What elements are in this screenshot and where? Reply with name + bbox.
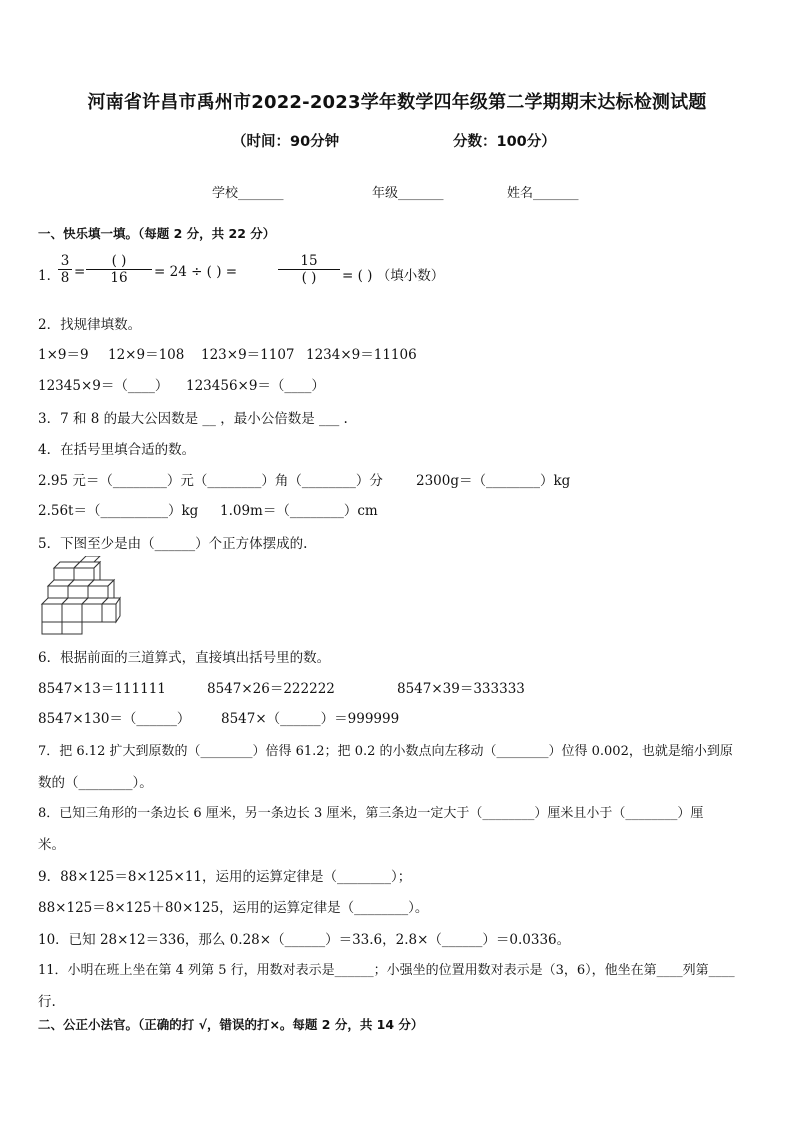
- q1-middle: = 24 ÷ ( ) =: [154, 264, 238, 280]
- q9-line-2: 88×125＝8×125＋80×125，运用的运算定律是（________）。: [38, 900, 429, 916]
- q4-row2-a: 2.56t＝（__________）kg: [38, 503, 199, 519]
- q1-tail: = ( ) （填小数）: [342, 268, 445, 284]
- q1-frac2-numerator: ( ): [111, 253, 127, 269]
- q8-line-2: 米。: [38, 837, 65, 853]
- name-field: 姓名_______: [507, 186, 579, 201]
- q2-text: 2．找规律填数。: [38, 317, 142, 333]
- q9-line-1: 9．88×125＝8×125×11，运用的运算定律是（________）；: [38, 869, 412, 885]
- q4-row1-b: 2300g＝（________）kg: [416, 473, 571, 489]
- page-title: 河南省许昌市禹州市2022-2023学年数学四年级第二学期期末达标检测试题: [87, 92, 707, 113]
- q6-eq-3: 8547×39＝333333: [397, 681, 525, 697]
- q1-equals: =: [74, 264, 86, 280]
- q1-fraction-3: [278, 253, 340, 286]
- q10-text: 10．已知 28×12＝336，那么 0.28×（______）＝33.6，2.8×（______）＝0.0336。: [38, 932, 571, 948]
- school-field: 学校_______: [212, 186, 284, 201]
- q4-row2-b: 1.09m＝（________）cm: [220, 503, 378, 519]
- exam-time: （时间：90分钟: [232, 134, 340, 150]
- q1-frac3-denominator: ( ): [278, 269, 340, 286]
- q2-eq-5: 12345×9＝（____）: [38, 378, 169, 394]
- q2-eq-3: 123×9＝1107: [201, 347, 295, 363]
- section-1-title: 一、快乐填一填。（每题 2 分，共 22 分）: [38, 226, 276, 241]
- q4-text: 4．在括号里填合适的数。: [38, 442, 196, 458]
- q1-frac1-denominator: 8: [58, 269, 72, 286]
- q3-text: 3．7 和 8 的最大公因数是 __ ，最小公倍数是 ___ .: [38, 411, 348, 427]
- q1-number: 1．: [38, 268, 61, 284]
- q7-line-2: 数的（________）。: [38, 775, 153, 791]
- grade-field: 年级_______: [372, 186, 444, 201]
- q6-eq-4: 8547×130＝（______）: [38, 711, 191, 727]
- q2-eq-1: 1×9＝9: [38, 347, 89, 363]
- q6-eq-5: 8547×（______）＝999999: [221, 711, 400, 727]
- q2-eq-2: 12×9＝108: [108, 347, 185, 363]
- q1-frac3-numerator: 15: [300, 253, 318, 269]
- q5-text: 5．下图至少是由（______）个正方体摆成的.: [38, 536, 308, 552]
- section-2-title: 二、公正小法官。（正确的打 √，错误的打×。每题 2 分，共 14 分）: [38, 1017, 424, 1032]
- q1-fraction-1: [58, 253, 72, 286]
- q1-frac1-numerator: 3: [60, 253, 70, 269]
- q6-text: 6．根据前面的三道算式，直接填出括号里的数。: [38, 650, 331, 666]
- q2-eq-4: 1234×9＝11106: [306, 347, 417, 363]
- exam-score: 分数：100分）: [453, 134, 556, 150]
- q11-line-2: 行.: [38, 994, 56, 1010]
- q1-frac2-denominator: 16: [86, 269, 152, 286]
- q6-eq-2: 8547×26＝222222: [207, 681, 335, 697]
- q7-line-1: 7．把 6.12 扩大到原数的（________）倍得 61.2；把 0.2 的小数点向左移动（________）位得 0.002，也就是缩小到原: [38, 744, 733, 759]
- q4-row1-a: 2.95 元＝（________）元（________）角（________）分: [38, 473, 383, 489]
- q6-eq-1: 8547×13＝111111: [38, 681, 166, 697]
- q11-line-1: 11．小明在班上坐在第 4 列第 5 行，用数对表示是______；小强坐的位置用数对表示是（3，6），他坐在第____列第____: [38, 963, 735, 978]
- cube-stack-figure: [38, 556, 122, 636]
- q2-eq-6: 123456×9＝（____）: [186, 378, 325, 394]
- q1-fraction-2: [86, 253, 152, 286]
- q8-line-1: 8．已知三角形的一条边长 6 厘米，另一条边长 3 厘米，第三条边一定大于（________）厘米且小于（________）厘: [38, 806, 704, 821]
